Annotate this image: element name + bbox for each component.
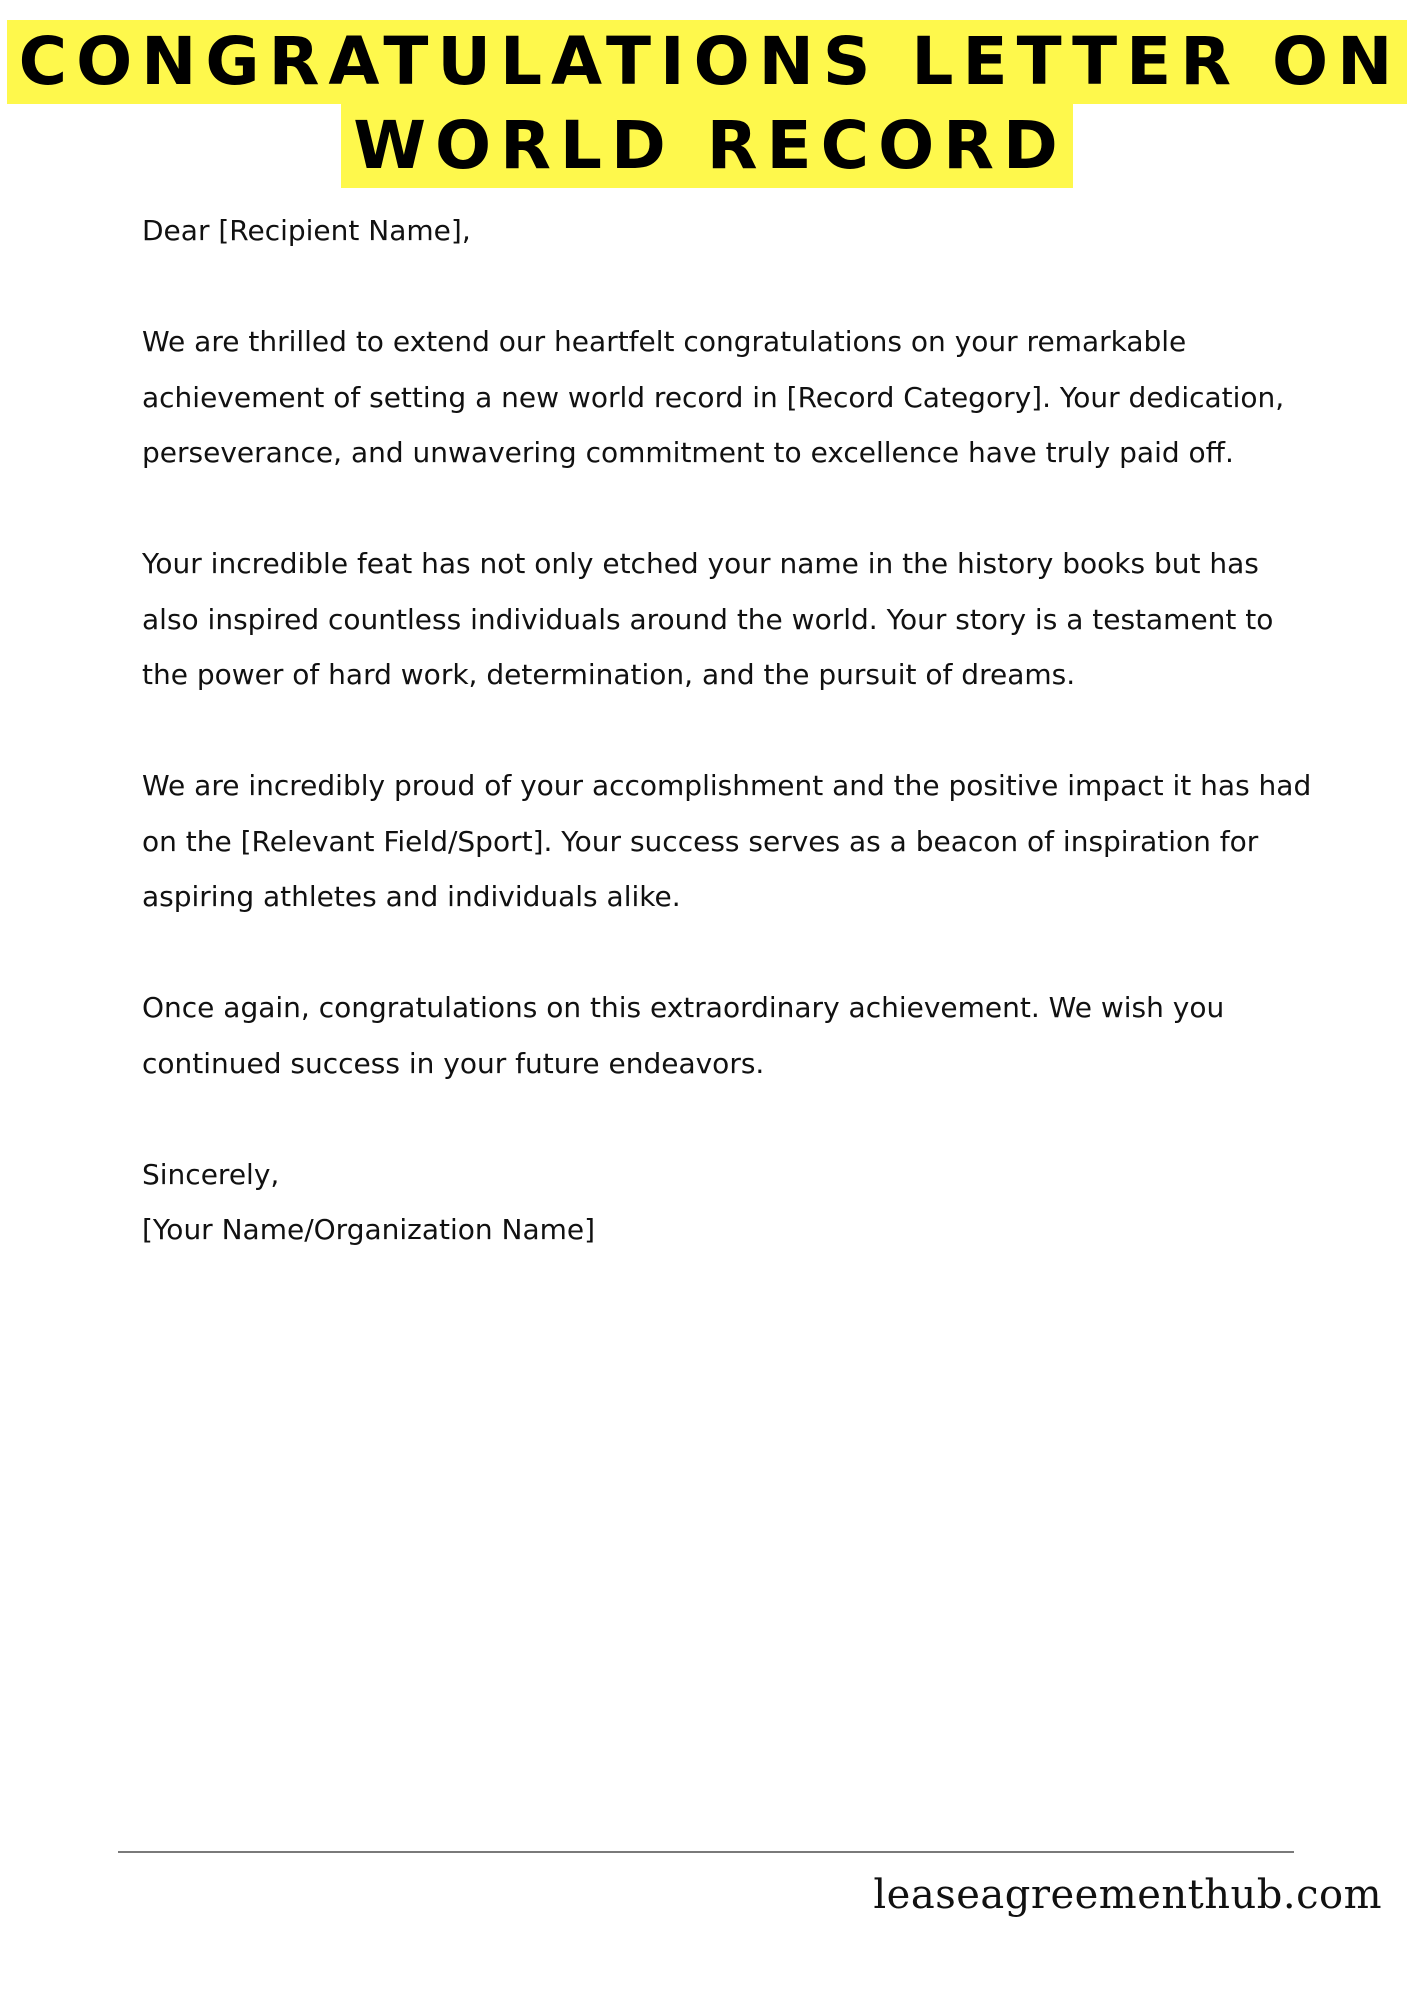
letter-title [0,20,1414,188]
paragraph-3: We are incredibly proud of your accomplishment and the positive impact it has had on the [Relevant Field/Sport]. Your success serves as a beacon of inspiration for aspiring athletes and individuals alike. [142,769,1312,913]
paragraph-4: Once again, congratulations on this extraordinary achievement. We wish you continued success in your future endeavors. [142,991,1225,1080]
footer-divider [118,1851,1294,1853]
title-line-1: CONGRATULATIONS LETTER ON [7,20,1408,104]
closing: Sincerely, [142,1157,280,1191]
paragraph-1: We are thrilled to extend our heartfelt congratulations on your remarkable achievement of setting a new world record in [Record Category]. Your dedication, perseverance, and unwavering commitment to excellence have truly paid off. [142,325,1285,469]
signature: [Your Name/Organization Name] [142,1213,596,1246]
title-line-2: WORLD RECORD [341,104,1073,188]
letter-body [142,203,1312,1258]
footer-brand-logo: leaseagreementhub.com [873,1872,1382,1918]
salutation: Dear [Recipient Name], [142,214,471,247]
paragraph-2: Your incredible feat has not only etched your name in the history books but has also inspired countless individuals around the world. Your story is a testament to the power of hard work, determination, and the pursuit of dreams. [142,547,1274,691]
